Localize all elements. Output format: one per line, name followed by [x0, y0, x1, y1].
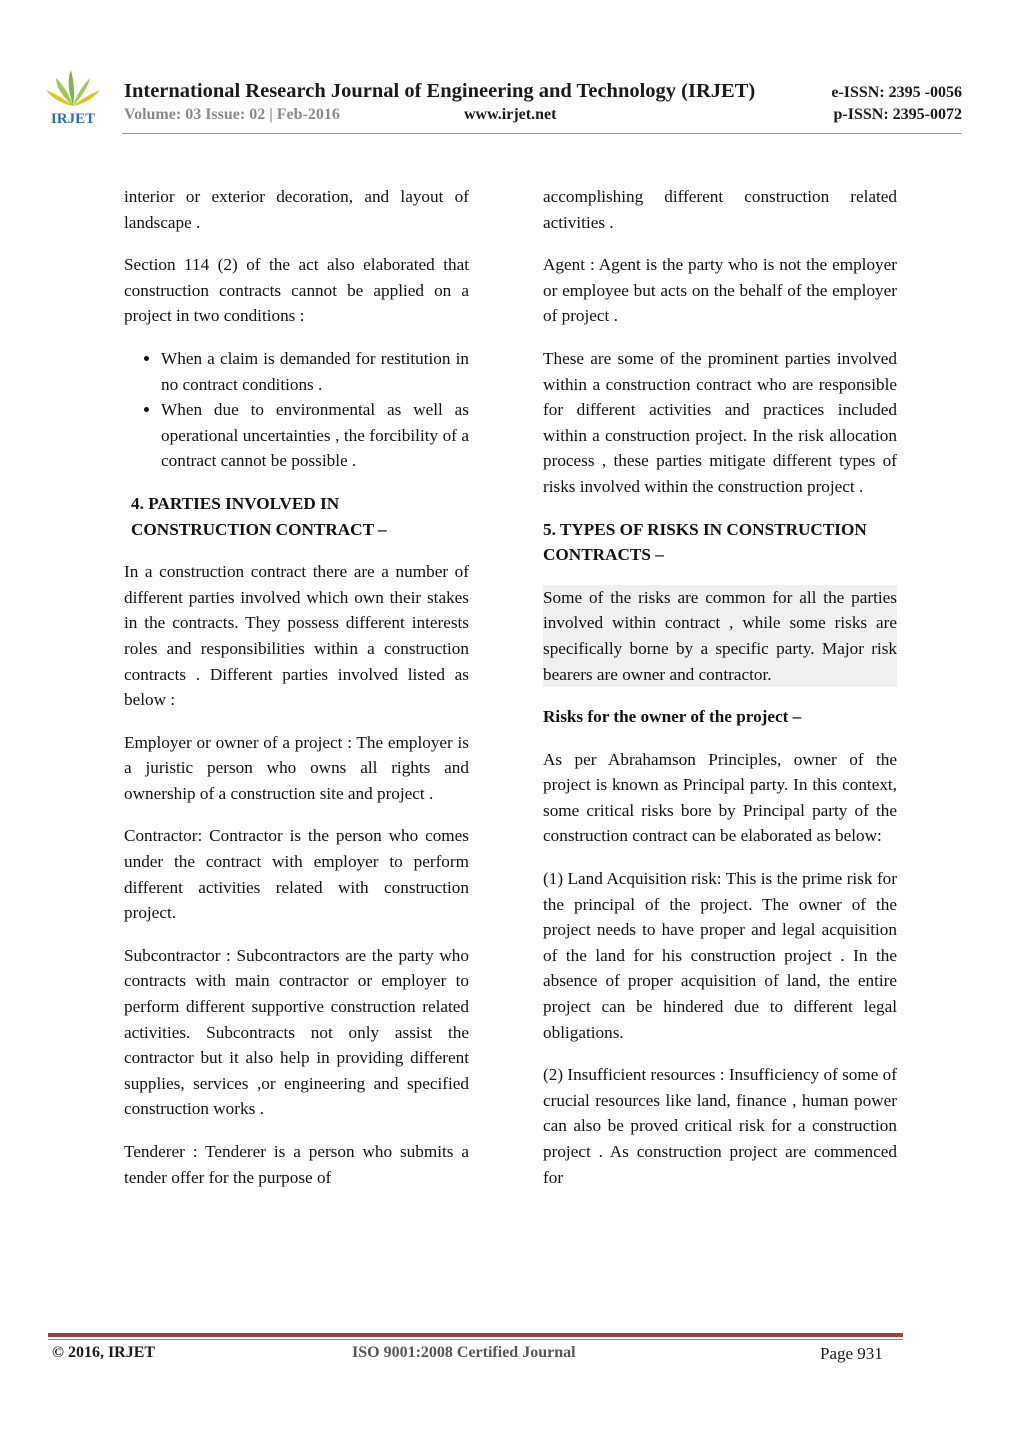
footer-iso: ISO 9001:2008 Certified Journal: [352, 1344, 576, 1361]
paragraph: Contractor: Contractor is the person who comes under the contract with employer to perform different activities related with construction project.: [124, 826, 469, 923]
paragraph: accomplishing different construction related activities .: [543, 187, 897, 232]
journal-title: International Research Journal of Engineering and Technology (IRJET): [124, 80, 756, 102]
svg-text:IRJET: IRJET: [50, 111, 96, 126]
paragraph: In a construction contract there are a number of different parties involved which own their stakes in the contracts. They possess different interests roles and responsibilities within a construction contracts . Different parties involved listed as below :: [124, 562, 469, 710]
section-heading-5: 5. TYPES OF RISKS IN CONSTRUCTION CONTRACTS –: [543, 519, 867, 565]
page-header: [40, 60, 964, 140]
e-issn: e-ISSN: 2395 -0056: [831, 84, 962, 101]
footer-divider-thin: [48, 1339, 903, 1340]
paragraph: interior or exterior decoration, and layout of landscape .: [124, 187, 469, 232]
bullet-list: [124, 346, 469, 474]
paragraph: (1) Land Acquisition risk: This is the prime risk for the principal of the project. The owner of the project needs to have proper and legal acquisition of the land for his construction project . In the absence of proper acquisition of land, the entire project can be hindered due to different legal obligations.: [543, 869, 897, 1042]
footer-copyright: © 2016, IRJET: [52, 1344, 156, 1361]
paragraph: As per Abrahamson Principles, owner of the project is known as Principal party. In this context, some critical risks bore by Principal party of the construction contract can be elaborated as below:: [543, 749, 897, 846]
subheading-owner-risks: Risks for the owner of the project –: [543, 707, 802, 727]
paragraph: These are some of the prominent parties involved within a construction contract who are responsible for different activities and practices included within a construction project. In the risk allocation process , these parties mitigate different types of risks involved within the construction project .: [543, 348, 897, 496]
journal-website[interactable]: www.irjet.net: [464, 106, 557, 123]
irjet-logo-icon: [44, 66, 102, 126]
paragraph: (2) Insufficient resources : Insufficiency of some of crucial resources like land, finance , human power can also be proved critical risk for a construction project . As construction project are commenced for: [543, 1065, 897, 1187]
list-item: • When a claim is demanded for restitution in no contract conditions .: [161, 346, 469, 397]
section-heading-4: 4. PARTIES INVOLVED IN CONSTRUCTION CONTRACT –: [131, 493, 387, 539]
paragraph: Employer or owner of a project : The employer is a juristic person who owns all rights and ownership of a construction site and project .: [124, 732, 469, 803]
paragraph: Agent : Agent is the party who is not the employer or employee but acts on the behalf of the employer of project .: [543, 255, 897, 326]
header-divider: [122, 133, 962, 134]
p-issn: p-ISSN: 2395-0072: [833, 106, 962, 123]
highlighted-paragraph: Some of the risks are common for all the parties involved within contract , while some risks are specifically borne by a specific party. Major risk bearers are owner and contractor.: [543, 585, 897, 687]
paragraph: Subcontractor : Subcontractors are the party who contracts with main contractor or employer to perform different supportive construction related activities. Subcontracts not only assist the contractor but it also help in providing different supplies, services ,or engineering and specified construction works .: [124, 945, 469, 1119]
right-column: [543, 184, 897, 1207]
left-column: [124, 184, 469, 1207]
list-item: • When due to environmental as well as operational uncertainties , the forcibility of a contract cannot be possible .: [161, 397, 469, 474]
paragraph: Tenderer : Tenderer is a person who submits a tender offer for the purpose of: [124, 1142, 469, 1187]
footer-divider: [48, 1333, 903, 1337]
paragraph: Section 114 (2) of the act also elaborated that construction contracts cannot be applied on a project in two conditions :: [124, 255, 469, 326]
page-number: Page 931: [820, 1344, 883, 1363]
volume-issue: Volume: 03 Issue: 02 | Feb-2016: [124, 106, 340, 123]
